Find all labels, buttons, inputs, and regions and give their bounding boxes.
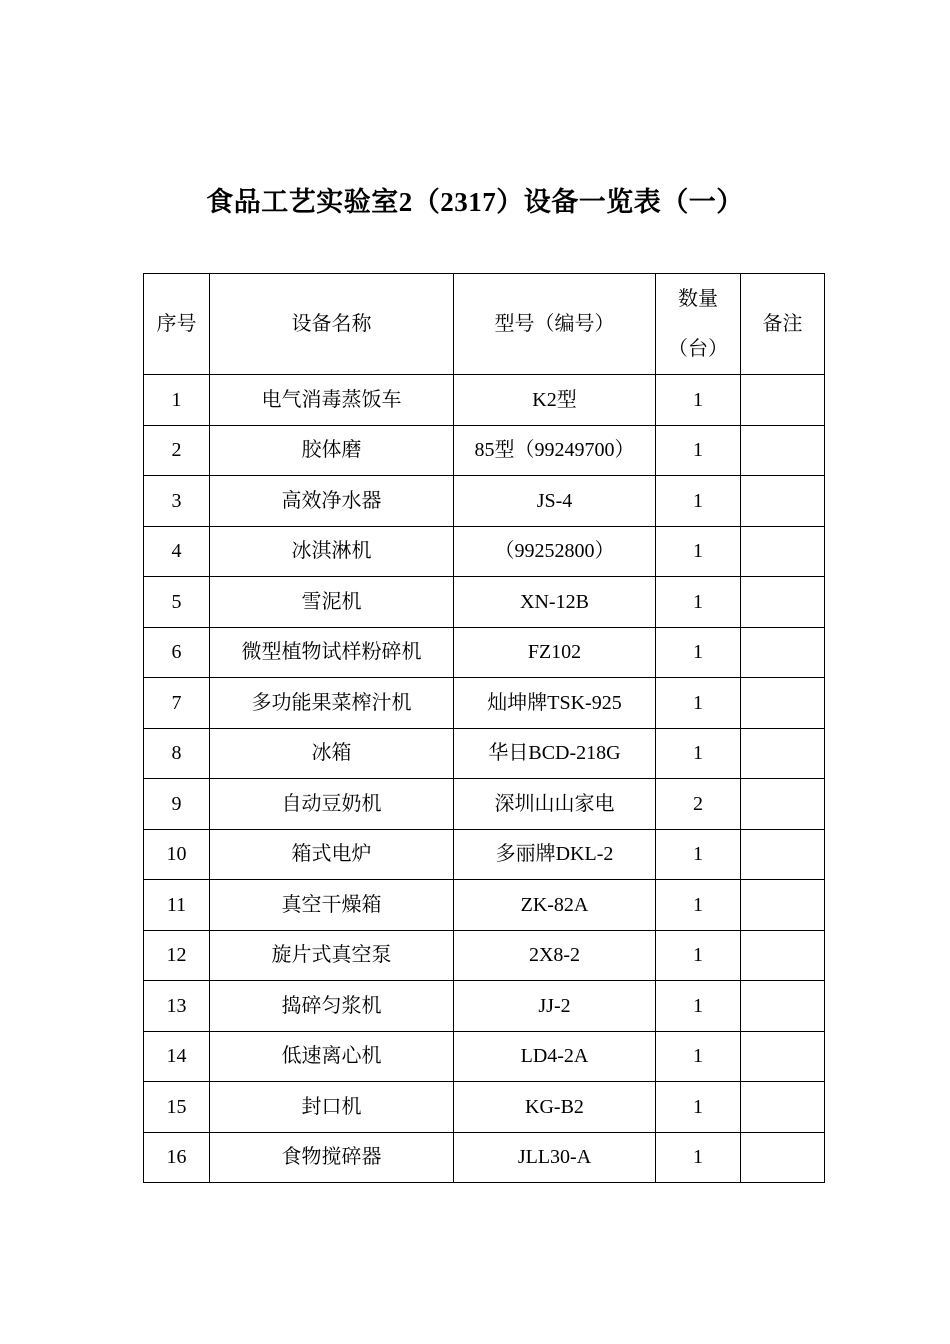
table-body <box>144 375 825 1183</box>
cell-model: （99252800） <box>454 526 656 577</box>
cell-remarks <box>741 829 825 880</box>
table-row <box>144 1132 825 1183</box>
cell-name: 箱式电炉 <box>210 829 454 880</box>
cell-index: 7 <box>144 678 210 729</box>
cell-remarks <box>741 1132 825 1183</box>
cell-remarks <box>741 627 825 678</box>
table-row <box>144 1082 825 1133</box>
cell-model: JLL30-A <box>454 1132 656 1183</box>
cell-quantity: 1 <box>656 577 741 628</box>
cell-quantity: 1 <box>656 1031 741 1082</box>
cell-remarks <box>741 375 825 426</box>
cell-name: 封口机 <box>210 1082 454 1133</box>
cell-index: 16 <box>144 1132 210 1183</box>
cell-remarks <box>741 476 825 527</box>
cell-index: 5 <box>144 577 210 628</box>
table-header-row <box>144 274 825 375</box>
table-row <box>144 476 825 527</box>
cell-index: 12 <box>144 930 210 981</box>
header-name: 设备名称 <box>210 274 454 375</box>
cell-model: LD4-2A <box>454 1031 656 1082</box>
cell-remarks <box>741 526 825 577</box>
cell-index: 13 <box>144 981 210 1032</box>
header-quantity <box>656 274 741 375</box>
cell-quantity: 1 <box>656 678 741 729</box>
cell-name: 自动豆奶机 <box>210 779 454 830</box>
cell-name: 旋片式真空泵 <box>210 930 454 981</box>
table-row <box>144 930 825 981</box>
cell-remarks <box>741 425 825 476</box>
cell-quantity: 1 <box>656 476 741 527</box>
table-row <box>144 678 825 729</box>
header-model: 型号（编号） <box>454 274 656 375</box>
table-row <box>144 779 825 830</box>
cell-quantity: 1 <box>656 981 741 1032</box>
cell-name: 高效净水器 <box>210 476 454 527</box>
table-row <box>144 627 825 678</box>
cell-remarks <box>741 880 825 931</box>
cell-quantity: 1 <box>656 1132 741 1183</box>
cell-name: 微型植物试样粉碎机 <box>210 627 454 678</box>
cell-name: 捣碎匀浆机 <box>210 981 454 1032</box>
table-row <box>144 577 825 628</box>
cell-index: 9 <box>144 779 210 830</box>
cell-index: 11 <box>144 880 210 931</box>
cell-name: 食物搅碎器 <box>210 1132 454 1183</box>
cell-name: 胶体磨 <box>210 425 454 476</box>
cell-model: JJ-2 <box>454 981 656 1032</box>
cell-remarks <box>741 577 825 628</box>
cell-quantity: 1 <box>656 880 741 931</box>
table-row <box>144 526 825 577</box>
cell-model: K2型 <box>454 375 656 426</box>
cell-quantity: 2 <box>656 779 741 830</box>
cell-index: 15 <box>144 1082 210 1133</box>
cell-remarks <box>741 728 825 779</box>
cell-model: XN-12B <box>454 577 656 628</box>
table-row <box>144 425 825 476</box>
cell-name: 冰箱 <box>210 728 454 779</box>
cell-index: 1 <box>144 375 210 426</box>
cell-quantity: 1 <box>656 425 741 476</box>
equipment-table <box>143 273 825 1183</box>
cell-model: 2X8-2 <box>454 930 656 981</box>
header-quantity-label: 数量 <box>678 288 718 310</box>
header-remarks: 备注 <box>741 274 825 375</box>
cell-quantity: 1 <box>656 930 741 981</box>
cell-name: 真空干燥箱 <box>210 880 454 931</box>
cell-quantity: 1 <box>656 829 741 880</box>
cell-name: 多功能果菜榨汁机 <box>210 678 454 729</box>
cell-remarks <box>741 1031 825 1082</box>
header-index: 序号 <box>144 274 210 375</box>
cell-name: 雪泥机 <box>210 577 454 628</box>
cell-model: 深圳山山家电 <box>454 779 656 830</box>
cell-quantity: 1 <box>656 1082 741 1133</box>
cell-remarks <box>741 981 825 1032</box>
cell-quantity: 1 <box>656 526 741 577</box>
table-row <box>144 981 825 1032</box>
cell-name: 电气消毒蒸饭车 <box>210 375 454 426</box>
cell-index: 6 <box>144 627 210 678</box>
cell-quantity: 1 <box>656 728 741 779</box>
table-row <box>144 375 825 426</box>
cell-index: 14 <box>144 1031 210 1082</box>
cell-index: 10 <box>144 829 210 880</box>
cell-quantity: 1 <box>656 627 741 678</box>
cell-remarks <box>741 678 825 729</box>
cell-model: 华日BCD-218G <box>454 728 656 779</box>
cell-model: KG-B2 <box>454 1082 656 1133</box>
cell-model: 多丽牌DKL-2 <box>454 829 656 880</box>
cell-model: 灿坤牌TSK-925 <box>454 678 656 729</box>
cell-index: 2 <box>144 425 210 476</box>
cell-quantity: 1 <box>656 375 741 426</box>
cell-model: FZ102 <box>454 627 656 678</box>
cell-name: 冰淇淋机 <box>210 526 454 577</box>
cell-remarks <box>741 930 825 981</box>
table-row <box>144 1031 825 1082</box>
cell-remarks <box>741 779 825 830</box>
table-row <box>144 829 825 880</box>
header-quantity-unit: （台） <box>668 338 728 360</box>
cell-model: 85型（99249700） <box>454 425 656 476</box>
cell-index: 4 <box>144 526 210 577</box>
cell-model: JS-4 <box>454 476 656 527</box>
table-row <box>144 880 825 931</box>
table-row <box>144 728 825 779</box>
cell-index: 8 <box>144 728 210 779</box>
cell-index: 3 <box>144 476 210 527</box>
cell-model: ZK-82A <box>454 880 656 931</box>
cell-remarks <box>741 1082 825 1133</box>
cell-name: 低速离心机 <box>210 1031 454 1082</box>
page-title: 食品工艺实验室2（2317）设备一览表（一） <box>206 187 744 217</box>
